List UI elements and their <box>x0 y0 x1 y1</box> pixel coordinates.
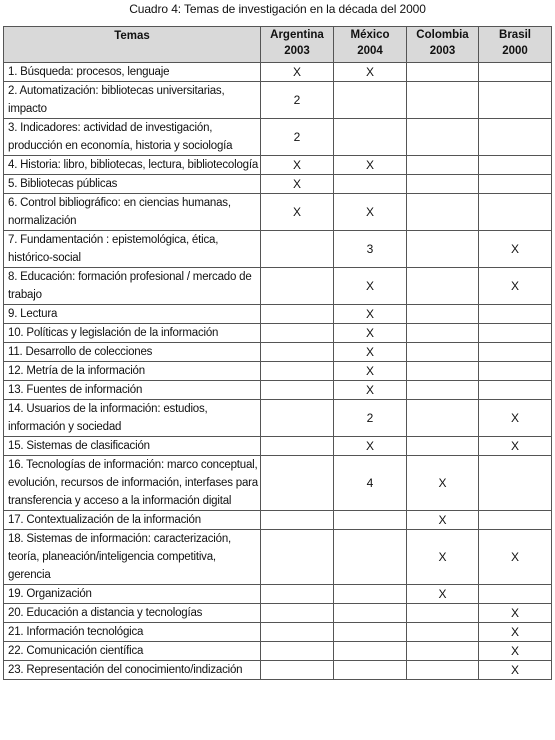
brasil-cell <box>479 511 552 530</box>
mexico-cell: X <box>334 362 407 381</box>
header-mexico-year: 2004 <box>357 45 383 57</box>
argentina-cell <box>261 400 334 437</box>
argentina-cell <box>261 623 334 642</box>
table-row <box>4 82 552 119</box>
table-row <box>4 194 552 231</box>
brasil-cell: X <box>479 268 552 305</box>
header-colombia-year: 2003 <box>429 45 456 57</box>
topic-cell: 7. Fundamentación : epistemológica, ética, histórico-social <box>4 231 261 268</box>
mexico-cell: X <box>334 268 407 305</box>
table-row <box>4 175 552 194</box>
mexico-cell: X <box>334 305 407 324</box>
brasil-cell <box>479 585 552 604</box>
colombia-cell <box>407 604 479 623</box>
topic-cell: 2. Automatización: bibliotecas universitarias, impacto <box>4 82 261 119</box>
topic-cell: 13. Fuentes de información <box>4 381 261 400</box>
table-row <box>4 324 552 343</box>
topic-cell: 8. Educación: formación profesional / mercado de trabajo <box>4 268 261 305</box>
header-colombia <box>407 27 479 63</box>
table-row <box>4 305 552 324</box>
topic-cell: 17. Contextualización de la información <box>4 511 261 530</box>
mexico-cell <box>334 642 407 661</box>
table-row <box>4 400 552 437</box>
mexico-cell: X <box>334 156 407 175</box>
topic-cell: 4. Historia: libro, bibliotecas, lectura, bibliotecología <box>4 156 261 175</box>
research-topics-table <box>3 26 552 680</box>
mexico-cell: 4 <box>334 456 407 511</box>
table-row <box>4 231 552 268</box>
table-row <box>4 63 552 82</box>
argentina-cell <box>261 530 334 585</box>
table-row <box>4 530 552 585</box>
header-mexico <box>334 27 407 63</box>
mexico-cell <box>334 119 407 156</box>
mexico-cell: X <box>334 194 407 231</box>
brasil-cell: X <box>479 623 552 642</box>
mexico-cell: X <box>334 63 407 82</box>
table-row <box>4 661 552 680</box>
brasil-cell <box>479 324 552 343</box>
table-row <box>4 362 552 381</box>
brasil-cell <box>479 63 552 82</box>
mexico-cell: X <box>334 343 407 362</box>
mexico-cell: X <box>334 324 407 343</box>
colombia-cell <box>407 231 479 268</box>
brasil-cell <box>479 194 552 231</box>
topic-cell: 9. Lectura <box>4 305 261 324</box>
table-row <box>4 268 552 305</box>
colombia-cell <box>407 305 479 324</box>
brasil-cell: X <box>479 604 552 623</box>
topic-cell: 12. Metría de la información <box>4 362 261 381</box>
colombia-cell <box>407 400 479 437</box>
mexico-cell: 2 <box>334 400 407 437</box>
table-row <box>4 642 552 661</box>
brasil-cell: X <box>479 661 552 680</box>
colombia-cell <box>407 343 479 362</box>
argentina-cell <box>261 305 334 324</box>
brasil-cell: X <box>479 530 552 585</box>
colombia-cell <box>407 63 479 82</box>
topic-cell: 18. Sistemas de información: caracterización, teoría, planeación/inteligencia competitiva, gerencia <box>4 530 261 585</box>
argentina-cell <box>261 324 334 343</box>
argentina-cell <box>261 604 334 623</box>
header-row <box>4 27 552 63</box>
argentina-cell <box>261 437 334 456</box>
topic-cell: 21. Información tecnológica <box>4 623 261 642</box>
argentina-cell <box>261 381 334 400</box>
header-argentina <box>261 27 334 63</box>
topic-cell: 3. Indicadores: actividad de investigación, producción en economía, historia y sociología <box>4 119 261 156</box>
colombia-cell: X <box>407 530 479 585</box>
argentina-cell: X <box>261 175 334 194</box>
mexico-cell <box>334 585 407 604</box>
topic-cell: 1. Búsqueda: procesos, lenguaje <box>4 63 261 82</box>
header-brasil-name: Brasil <box>499 29 531 41</box>
mexico-cell <box>334 623 407 642</box>
mexico-cell <box>334 661 407 680</box>
mexico-cell <box>334 604 407 623</box>
argentina-cell <box>261 661 334 680</box>
argentina-cell: 2 <box>261 119 334 156</box>
table-row <box>4 456 552 511</box>
argentina-cell <box>261 642 334 661</box>
brasil-cell: X <box>479 437 552 456</box>
colombia-cell <box>407 661 479 680</box>
table-row <box>4 119 552 156</box>
argentina-cell: X <box>261 63 334 82</box>
table-row <box>4 343 552 362</box>
argentina-cell <box>261 362 334 381</box>
colombia-cell <box>407 381 479 400</box>
header-temas: Temas <box>4 27 261 63</box>
table-row <box>4 585 552 604</box>
colombia-cell <box>407 175 479 194</box>
argentina-cell <box>261 511 334 530</box>
brasil-cell <box>479 175 552 194</box>
colombia-cell <box>407 362 479 381</box>
brasil-cell <box>479 343 552 362</box>
argentina-cell <box>261 585 334 604</box>
argentina-cell <box>261 231 334 268</box>
colombia-cell <box>407 437 479 456</box>
topic-cell: 11. Desarrollo de colecciones <box>4 343 261 362</box>
brasil-cell: X <box>479 400 552 437</box>
colombia-cell <box>407 268 479 305</box>
header-mexico-name: México <box>350 29 390 41</box>
argentina-cell: X <box>261 156 334 175</box>
topic-cell: 6. Control bibliográfico: en ciencias humanas, normalización <box>4 194 261 231</box>
table-row <box>4 511 552 530</box>
topic-cell: 5. Bibliotecas públicas <box>4 175 261 194</box>
table-row <box>4 623 552 642</box>
topic-cell: 10. Políticas y legislación de la información <box>4 324 261 343</box>
colombia-cell <box>407 623 479 642</box>
mexico-cell: X <box>334 381 407 400</box>
argentina-cell: 2 <box>261 82 334 119</box>
table-row <box>4 156 552 175</box>
brasil-cell: X <box>479 642 552 661</box>
brasil-cell <box>479 362 552 381</box>
header-colombia-name: Colombia <box>416 29 469 41</box>
topic-cell: 23. Representación del conocimiento/indización <box>4 661 261 680</box>
argentina-cell <box>261 456 334 511</box>
mexico-cell <box>334 511 407 530</box>
table-row <box>4 604 552 623</box>
argentina-cell <box>261 343 334 362</box>
topic-cell: 15. Sistemas de clasificación <box>4 437 261 456</box>
mexico-cell <box>334 530 407 585</box>
mexico-cell: 3 <box>334 231 407 268</box>
colombia-cell <box>407 194 479 231</box>
brasil-cell <box>479 305 552 324</box>
brasil-cell: X <box>479 231 552 268</box>
colombia-cell <box>407 156 479 175</box>
argentina-cell: X <box>261 194 334 231</box>
brasil-cell <box>479 156 552 175</box>
colombia-cell: X <box>407 511 479 530</box>
colombia-cell <box>407 642 479 661</box>
colombia-cell <box>407 82 479 119</box>
table-row <box>4 437 552 456</box>
brasil-cell <box>479 82 552 119</box>
topic-cell: 14. Usuarios de la información: estudios, información y sociedad <box>4 400 261 437</box>
colombia-cell: X <box>407 585 479 604</box>
brasil-cell <box>479 381 552 400</box>
mexico-cell: X <box>334 437 407 456</box>
header-argentina-year: 2003 <box>284 45 310 57</box>
header-brasil-year: 2000 <box>502 45 528 57</box>
topic-cell: 19. Organización <box>4 585 261 604</box>
argentina-cell <box>261 268 334 305</box>
mexico-cell <box>334 82 407 119</box>
header-brasil <box>479 27 552 63</box>
colombia-cell: X <box>407 456 479 511</box>
header-argentina-name: Argentina <box>270 29 324 41</box>
colombia-cell <box>407 324 479 343</box>
colombia-cell <box>407 119 479 156</box>
topic-cell: 20. Educación a distancia y tecnologías <box>4 604 261 623</box>
mexico-cell <box>334 175 407 194</box>
topic-cell: 16. Tecnologías de información: marco conceptual, evolución, recursos de información, interfases para transferencia y acceso a la información digital <box>4 456 261 511</box>
topic-cell: 22. Comunicación científica <box>4 642 261 661</box>
table-row <box>4 381 552 400</box>
brasil-cell <box>479 119 552 156</box>
table-caption: Cuadro 4: Temas de investigación en la década del 2000 <box>129 2 426 16</box>
brasil-cell <box>479 456 552 511</box>
